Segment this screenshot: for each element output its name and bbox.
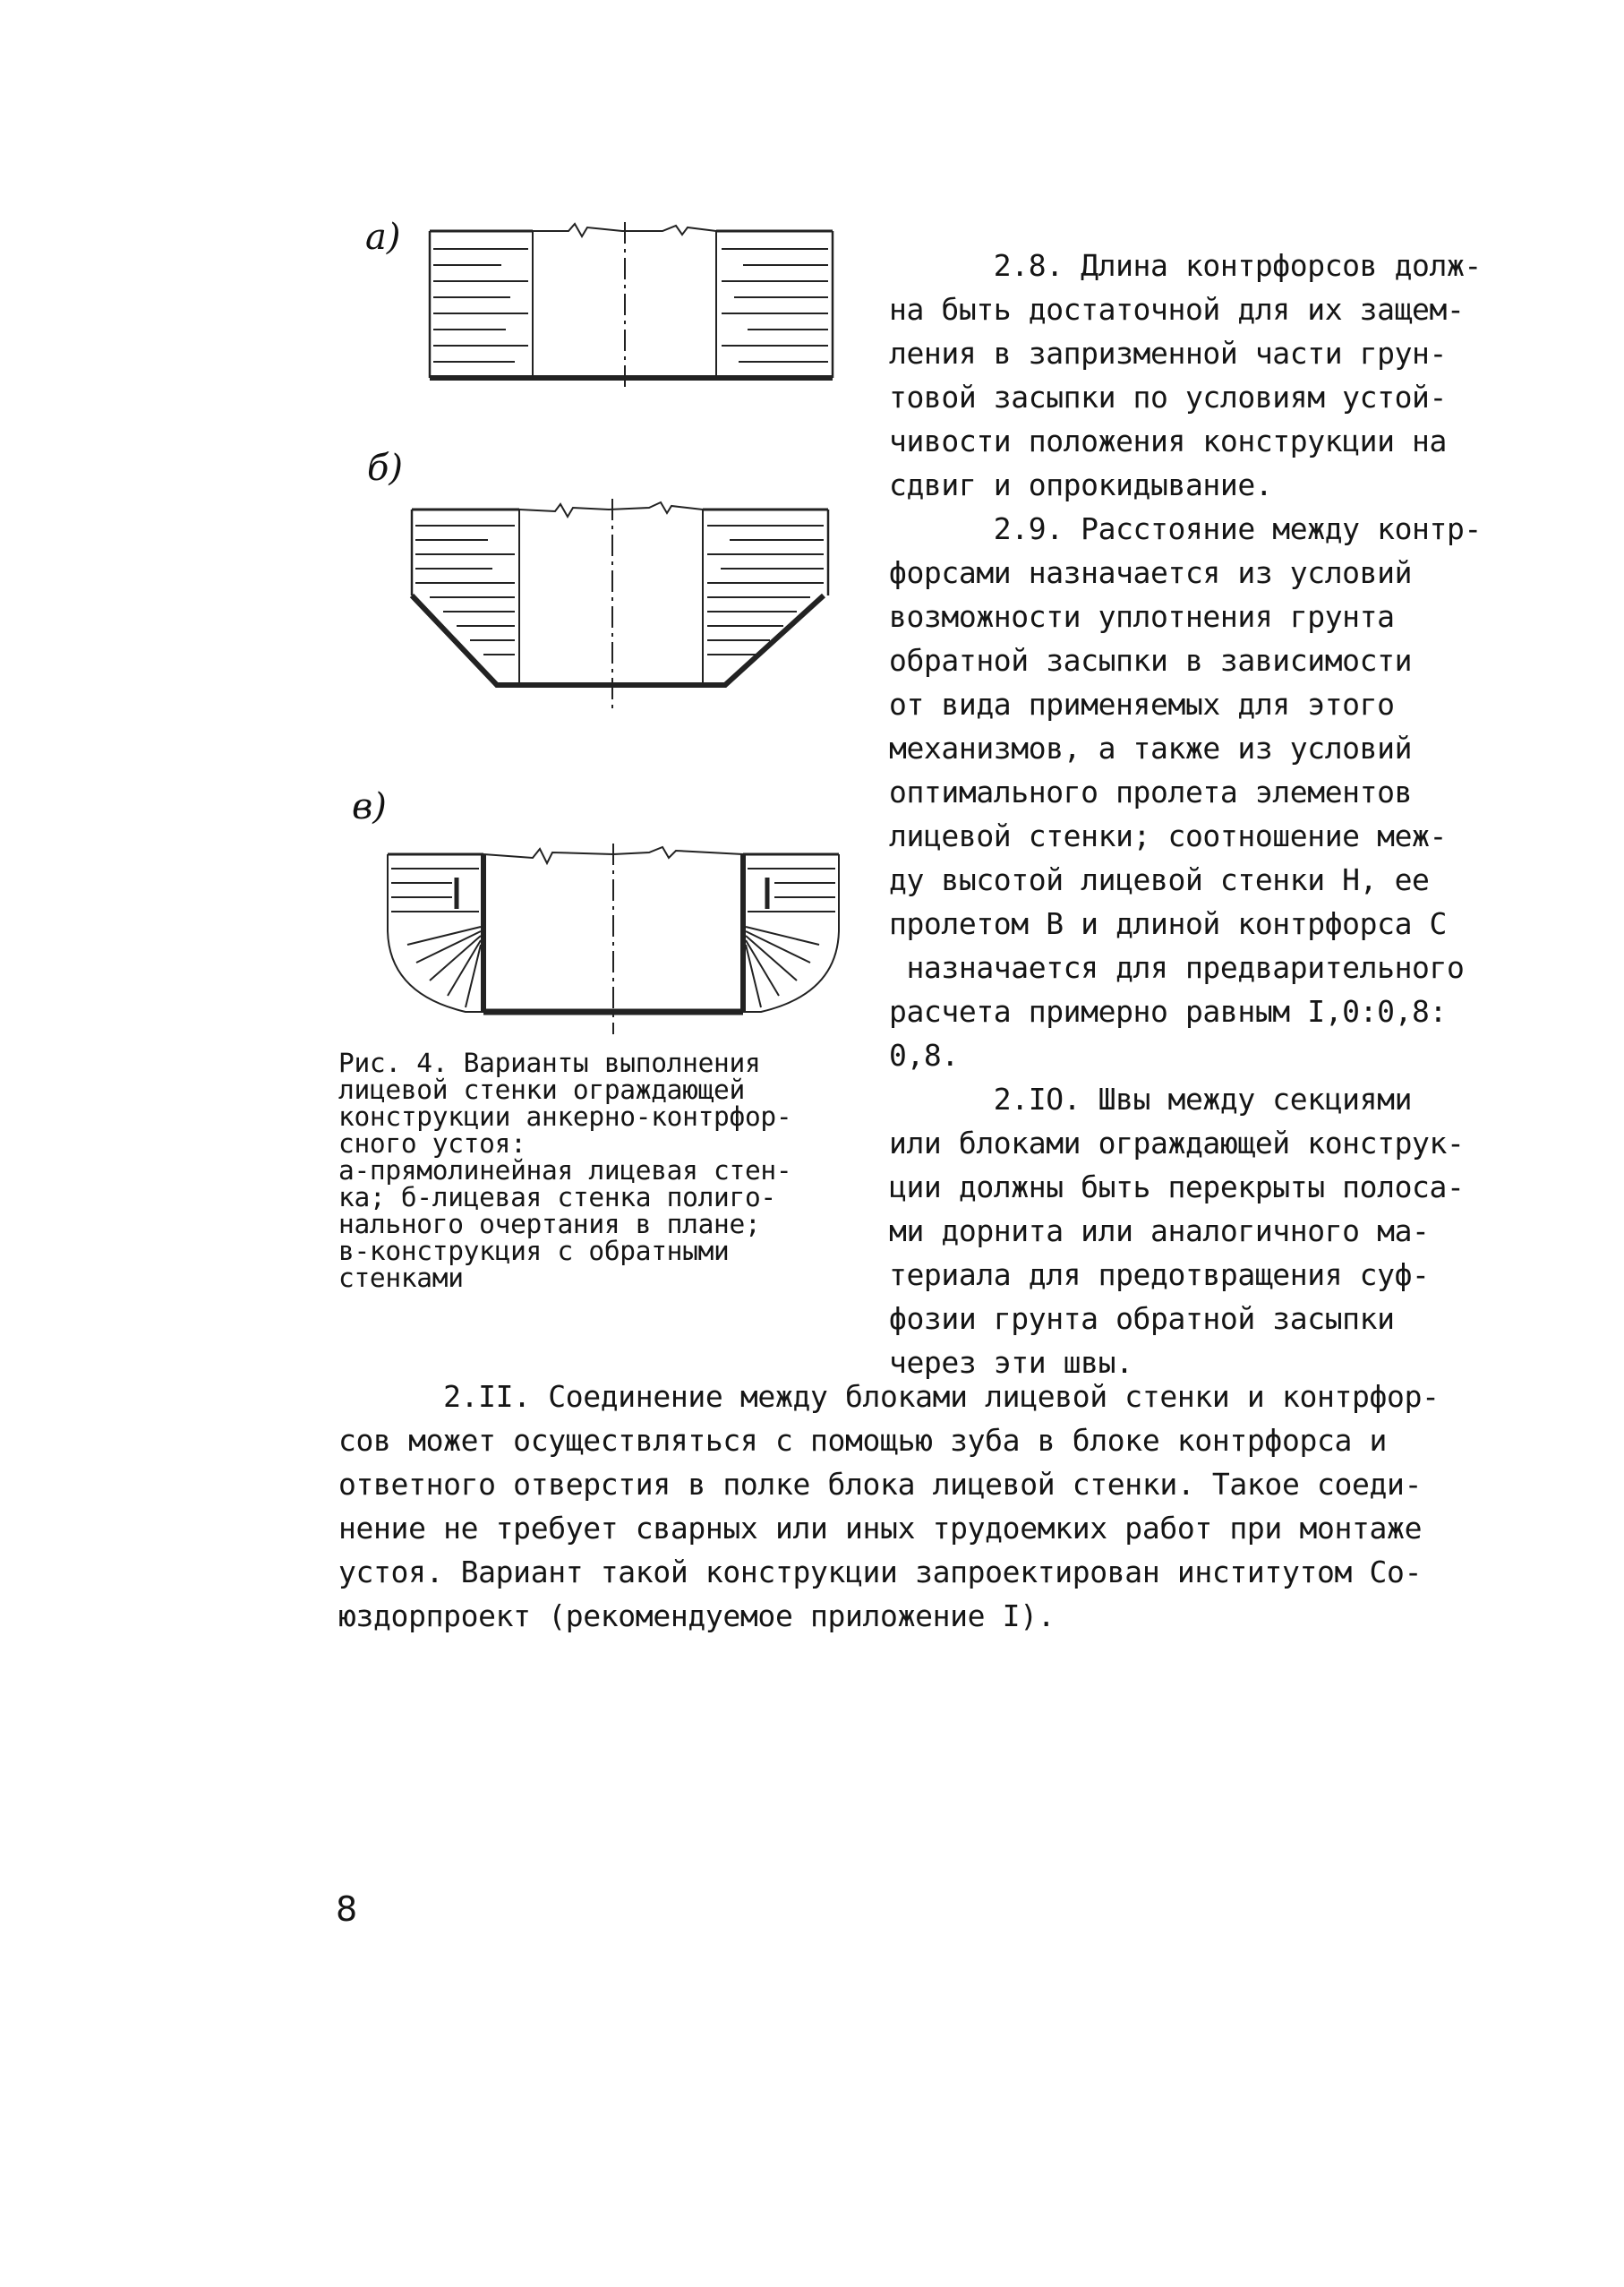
- text-line: форсами назначается из условий: [889, 555, 1413, 590]
- figure-caption: [338, 1049, 876, 1291]
- text-line: механизмов, а также из условий: [889, 731, 1413, 766]
- text-line: фозии грунта обратной засыпки: [889, 1301, 1395, 1336]
- figure-v-return-walls-diagram: [380, 842, 846, 1039]
- text-line: расчета примерно равным I,0:0,8:: [889, 994, 1447, 1029]
- text-line: пролетом В и длиной контрфорса С: [889, 906, 1447, 941]
- caption-line: сного устоя:: [338, 1128, 526, 1159]
- caption-line: конструкции анкерно-контрфор-: [338, 1101, 792, 1132]
- text-line: товой засыпки по условиям устой-: [889, 380, 1447, 415]
- text-line: чивости положения конструкции на: [889, 424, 1447, 458]
- text-line: сдвиг и опрокидывание.: [889, 467, 1273, 502]
- text-line: 0,8.: [889, 1038, 959, 1073]
- page-number: 8: [336, 1889, 358, 1929]
- text-line: 2.8. Длина контрфорсов долж-: [889, 248, 1482, 283]
- text-line: обратной засыпки в зависимости: [889, 643, 1413, 678]
- text-line: ду высотой лицевой стенки Н, ее: [889, 862, 1430, 897]
- text-line: 2.9. Расстояние между контр-: [889, 511, 1482, 546]
- caption-line: лицевой стенки ограждающей: [338, 1075, 745, 1105]
- figure-label-v: в): [352, 786, 387, 827]
- text-line: ми дорнита или аналогичного ма-: [889, 1213, 1430, 1248]
- text-line: через эти швы.: [889, 1345, 1133, 1380]
- text-line: 2.II. Соединение между блоками лицевой стенки и контрфор-: [338, 1379, 1440, 1414]
- text-line: ления в запризменной части грун-: [889, 336, 1447, 371]
- figure-b-polygonal-wall-diagram: [403, 497, 842, 721]
- figure-label-b: б): [367, 448, 404, 489]
- caption-line: а-прямолинейная лицевая стен-: [338, 1155, 792, 1186]
- caption-line: стенками: [338, 1263, 464, 1293]
- text-line: возможности уплотнения грунта: [889, 599, 1395, 634]
- text-line: от вида применяемых для этого: [889, 687, 1395, 722]
- text-line: сов может осуществляться с помощью зуба в блоке контрфорса и: [338, 1423, 1388, 1458]
- text-line: лицевой стенки; соотношение меж-: [889, 818, 1447, 853]
- right-column-text: [889, 244, 1543, 1384]
- caption-line: нального очертания в плане;: [338, 1209, 761, 1239]
- text-line: териала для предотвращения суф-: [889, 1257, 1430, 1292]
- text-line: на быть достаточной для их защем-: [889, 292, 1465, 327]
- text-line: ции должны быть перекрыты полоса-: [889, 1169, 1465, 1204]
- figure-a-straight-wall-diagram: [421, 215, 842, 394]
- text-line: устоя. Вариант такой конструкции запроектирован институтом Со-: [338, 1555, 1423, 1589]
- text-line: или блоками ограждающей конструк-: [889, 1126, 1465, 1161]
- figure-label-a: а): [365, 217, 401, 258]
- text-line: ответного отверстия в полке блока лицевой стенки. Такое соеди-: [338, 1467, 1423, 1502]
- caption-line: Рис. 4. Варианты выполнения: [338, 1048, 761, 1078]
- caption-line: ка; б-лицевая стенка полиго-: [338, 1182, 776, 1212]
- text-line: 2.IO. Швы между секциями: [889, 1082, 1413, 1117]
- caption-line: в-конструкция с обратными: [338, 1236, 730, 1266]
- text-line: юздорпроект (рекомендуемое приложение I).: [338, 1598, 1056, 1633]
- text-line: назначается для предварительного: [889, 950, 1465, 985]
- full-width-paragraph: [338, 1375, 1547, 1638]
- text-line: нение не требует сварных или иных трудоемких работ при монтаже: [338, 1511, 1423, 1546]
- text-line: оптимального пролета элементов: [889, 775, 1413, 809]
